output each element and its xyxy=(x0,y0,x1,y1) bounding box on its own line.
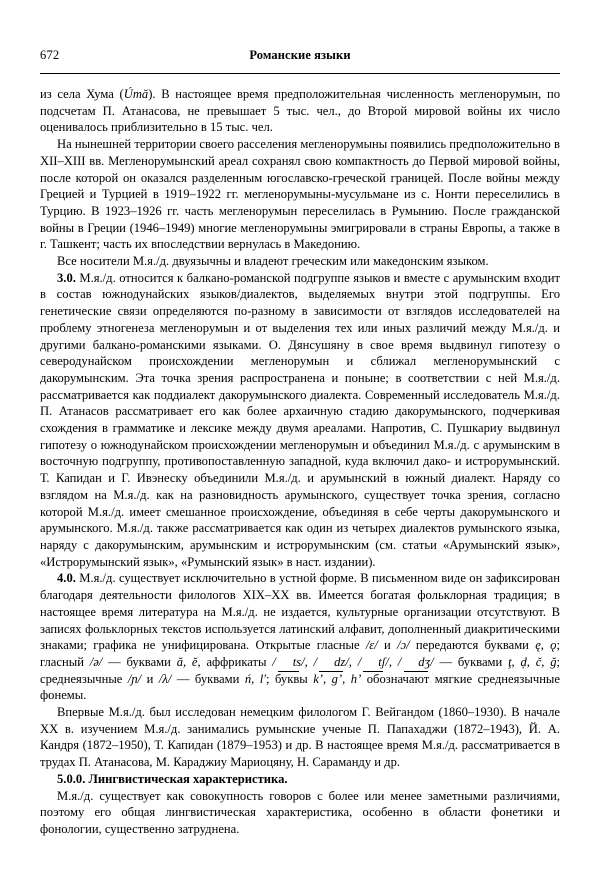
italic-toponym: Úmă xyxy=(123,87,149,101)
heading-section-5-0-0 xyxy=(40,771,560,788)
text-run: обозначают мягкие среднеязычные фонемы. xyxy=(40,671,560,703)
text-run: Все носители М.я./д. двуязычны и владеют греческим или македонским языком. xyxy=(57,254,489,269)
text-run: , аффрикаты xyxy=(197,654,273,669)
orthographic-letters-abreve-ebreve: ă, ĕ xyxy=(176,654,198,669)
paragraph-section-4-0 xyxy=(40,570,560,704)
ipa-affricate-ts: ts xyxy=(276,654,301,671)
text-run: ; среднеязычные xyxy=(40,654,561,686)
paragraph-section-3-0 xyxy=(40,270,560,571)
text-run: М.я./д. существует как совокупность говоров с более или менее заметными различиями, поэтому его общая лингвистическая характеристика, особенно в области фонетики и фонологии, существенно затруднена. xyxy=(40,788,560,836)
body-text-column xyxy=(40,86,560,838)
ipa-affricate-group: / ts/, / dz/, / tʃ/, / dʒ/ xyxy=(272,654,434,669)
section-number-4-0: 4.0. xyxy=(57,571,76,586)
page-number: 672 xyxy=(40,48,60,62)
text-run: ). В настоящее время предположительная численность мегленорумын, по подсчетам П. Атанасова, не превышает 5 тыс. чел., до Второй мировой войны их число оценивалось приблизительно в 15 тыс. чел. xyxy=(40,87,560,135)
ipa-affricate-tsh: tʃ xyxy=(361,654,385,671)
paragraph-bilingualism xyxy=(40,253,560,270)
header-rule xyxy=(40,73,560,74)
text-run: и xyxy=(141,671,159,686)
text-run: передаются буквами xyxy=(409,638,536,653)
text-run: М.я./д. существует исключительно в устной форме. В письменном виде он зафиксирован благодаря деятельности филологов XIX–XX вв. Имеется богатая фольклорная традиция; в настоящее время литература на М.я./д. не издается, культурные организации отсутствуют. В записях фольклорных текстов используется латинский алфавит, дополненный диакритическими знаками; графика не унифицирована. Открытые гласные xyxy=(40,571,560,653)
paragraph-scholars xyxy=(40,704,560,771)
section-heading-label: Лингвистическая характеристика. xyxy=(85,771,288,786)
ipa-open-vowel-e: /ɛ/ xyxy=(365,638,378,653)
ipa-affricate-dzh: dʒ xyxy=(401,654,430,671)
section-number-5-0-0: 5.0.0. xyxy=(57,771,86,786)
section-number-3-0: 3.0. xyxy=(57,270,76,285)
running-head xyxy=(40,47,560,69)
ipa-palatal-lateral: /λ/ xyxy=(158,671,172,686)
ipa-affricate-dz: dz xyxy=(317,654,345,671)
paragraph-section-5-0-0-body xyxy=(40,788,560,838)
text-run: — буквами xyxy=(102,654,177,669)
ipa-schwa: /ə/ xyxy=(89,654,103,669)
paragraph-population xyxy=(40,86,560,136)
text-run: М.я./д. относится к балкано-романской подгруппе языков и вместе с арумынским входит в состав южнодунайских языков/диалектов, выделяемых внутри этой подгруппы. Его генетические связи определяются по-разному в зависимости от взглядов исследователей на проблему этногенеза мегленорумын и от выделения тех или иных различий между М.я./д. и другими балкано-романскими языками. О. Дянсушяну в свое время выдвинул гипотезу о северодунайском происхождении мегленорумын и сближал мегленорумынский с дакорумынским. Эта точка зрения распространена и поныне; в соответствии с ней М.я./д. рассматривается как поддиалект дакорумынского диалекта. Современный исследователь М.я./д. П. Атанасов рассматривает его как более архаичную стадию дакорумынского, подчеркивая схождения в грамматике и лексике между двумя ареалами. Напротив, С. Пушкариу выдвинул гипотезу о южнодунайском происхождении мегленорумын и объединил М.я./д. с арумынским в восточную подгруппу, противопоставленную западной, куда включил дако- и истрорумынский. Т. Капидан и Г. Ивэнеску объединили М.я./д. и арумынский в южный диалект. Наряду со взглядом на М.я./д. как на разновидность арумынского, существует точка зрения, согласно которой М.я./д. имеет смешанное происхождение, объединяя в себе черты дакорумынского и арумынского. М.я./д. также рассматривается как один из четырех диалектов румынского языка, наряду с дакорумынским, арумынским и истрорумынским (см. статьи «Арумынский язык», «Истрорумынский язык», «Румынский язык» в наст. издании). xyxy=(40,270,560,569)
text-run: — буквами xyxy=(433,654,509,669)
orthographic-letters-tcedil-dcedil-ccaron-gbreve: ţ, ḑ, č, ğ xyxy=(508,654,557,669)
ipa-palatal-nasal: /ɲ/ xyxy=(127,671,142,686)
running-head-title: Романские языки xyxy=(249,48,351,62)
paragraph-history xyxy=(40,136,560,253)
text-run: и xyxy=(377,638,398,653)
text-run: Впервые М.я./д. был исследован немецким филологом Г. Вейгандом (1860–1930). В начале XX в. изучением М.я./д. занимались румынские ученые П. Папахаджи (1872–1943), Й. А. Кандря (1872–1950), Т. Капидан (1879–1953) и др. В настоящее время М.я./д. рассматривается в трудах П. Атанасова, М. Караджиу Мариоцяну, Н. Сараманду и др. xyxy=(40,705,560,770)
text-run: из села Хума ( xyxy=(40,87,124,101)
orthographic-letters-k-g-h-prime: k’, g’, h’ xyxy=(313,671,362,686)
orthographic-letters-nacute-lprime: ń, l' xyxy=(244,671,266,686)
text-run: На нынешней территории своего расселения мегленорумыны появились предположительно в XII–XIII вв. Мегленорумынский ареал сохранял свою компактность до Первой мировой войны, после которой он оказался разделенным югославско-греческой границей. После войны между Грецией и Турцией в 1919–1922 гг. мегленорумыны-мусульмане из с. Нонти переселились в Турцию. В 1923–1926 гг. часть мегленорумын переселилась в Румынию. После гражданской войны в Греции (1946–1949) многие мегленорумыны эмигрировали в страны Европы, а также в г. Ташкент; часть их впоследствии вернулась в Македонию. xyxy=(40,137,560,252)
text-run: — буквами xyxy=(171,671,245,686)
text-run: ; буквы xyxy=(265,671,314,686)
orthographic-letters-e-o: ę, ǫ xyxy=(535,638,557,653)
text-run: ; гласный xyxy=(40,638,560,669)
ipa-open-vowel-o: /ɔ/ xyxy=(397,638,410,653)
